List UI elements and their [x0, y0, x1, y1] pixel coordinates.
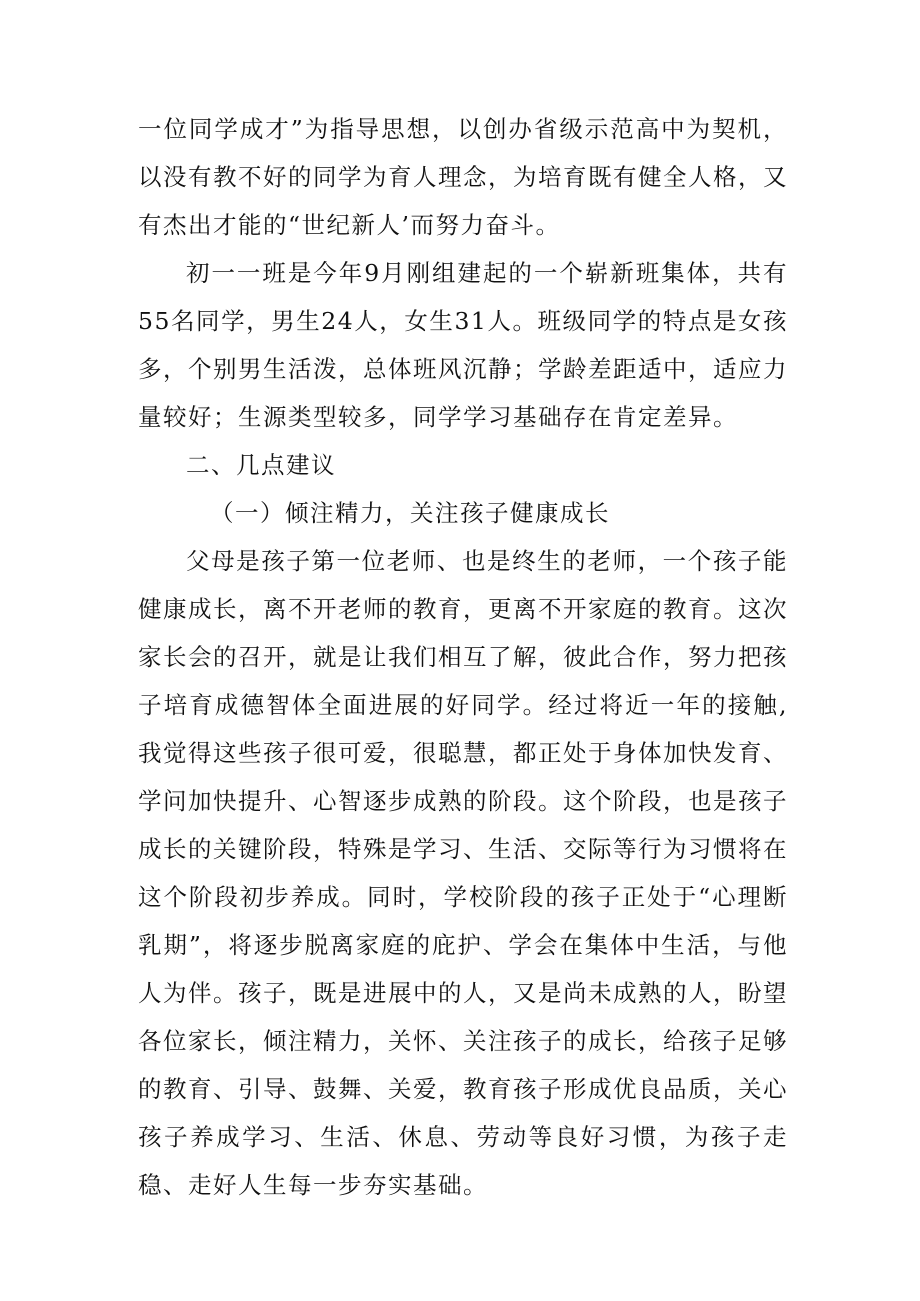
paragraph-parents-role: 父母是孩子第一位老师、也是终生的老师，一个孩子能健康成长，离不开老师的教育，更离不开家庭的教育。这次家长会的召开，就是让我们相互了解，彼此合作，努力把孩子培育成德智体全面进展的好同学。经过将近一年的接触,我觉得这些孩子很可爱，很聪慧，都正处于身体加快发育、学问加快提升、心智逐步成熟的阶段。这个阶段，也是孩子成长的关键阶段，特殊是学习、生活、交际等行为习惯将在这个阶段初步养成。同时，学校阶段的孩子正处于“心理断乳期”，将逐步脱离家庭的庇护、学会在集体中生活，与他人为伴。孩子，既是进展中的人，又是尚未成熟的人，盼望各位家长，倾注精力，关怀、关注孩子的成长，给孩子足够的教育、引导、鼓舞、关爱，教育孩子形成优良品质，关心孩子养成学习、生活、休息、劳动等良好习惯，为孩子走稳、走好人生每一步夯实基础。: [138, 547, 788, 1199]
paragraph-continued: 一位同学成才”为指导思想，以创办省级示范高中为契机，以没有教不好的同学为育人理念，为培育既有健全人格，又有杰出才能的“世纪新人’而努力奋斗。: [138, 115, 788, 239]
paragraph-class-intro: 初一一班是今年9月刚组建起的一个崭新班集体，共有55名同学，男生24人，女生31人。班级同学的特点是女孩多，个别男生活泼，总体班风沉静；学龄差距适中，适应力量较好；生源类型较多，同学学习基础存在肯定差异。: [138, 259, 788, 431]
document-body: [138, 105, 788, 1209]
section-heading: 二、几点建议: [186, 451, 336, 479]
subsection-heading: （一）倾注精力，关注孩子健康成长: [210, 499, 610, 527]
